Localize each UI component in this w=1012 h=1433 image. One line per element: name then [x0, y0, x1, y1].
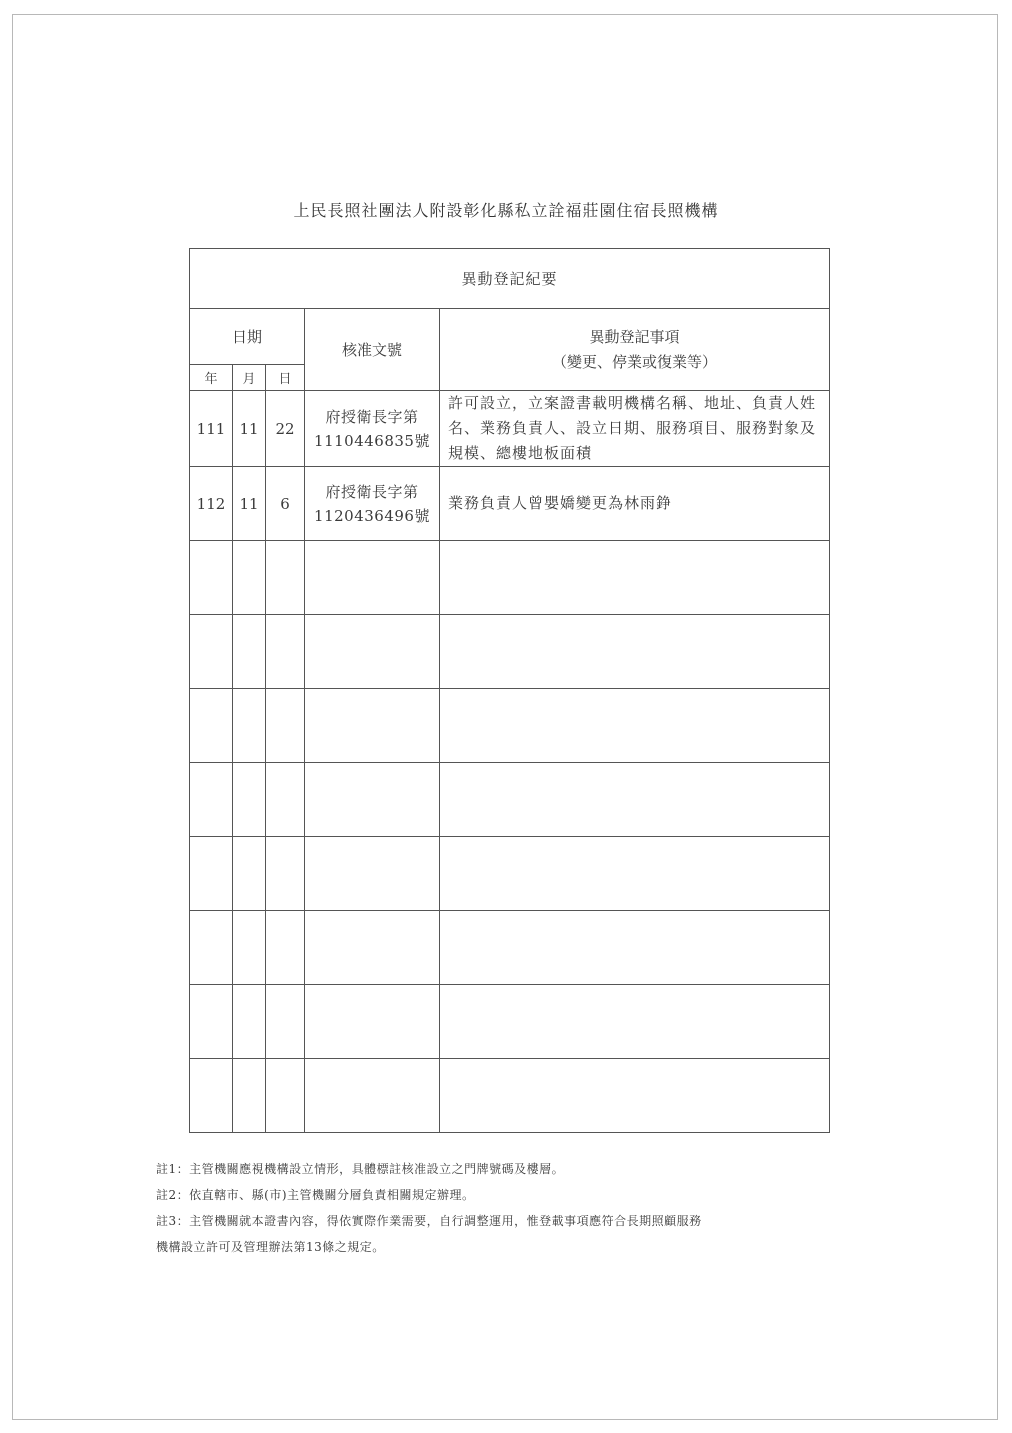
note-1: 註1：主管機關應視機構設立情形，具體標註核准設立之門牌號碼及樓層。	[156, 1162, 565, 1176]
row-day: 6	[266, 467, 305, 541]
row-doc-no	[305, 467, 440, 541]
empty-row	[190, 541, 830, 615]
doc-no-header: 核准文號	[305, 309, 440, 391]
row-doc-no-line2: 1110446835號	[314, 431, 430, 450]
note-3-line1: 註3：主管機關就本證書內容，得依實際作業需要，自行調整運用，惟登載事項應符合長期照顧服務	[156, 1214, 702, 1228]
row-description: 許可設立，立案證書載明機構名稱、地址、負責人姓名、業務負責人、設立日期、服務項目、服務對象及規模、總樓地板面積	[440, 391, 830, 467]
empty-row	[190, 763, 830, 837]
row-doc-no-line2: 1120436496號	[314, 506, 430, 525]
note-3-line2: 機構設立許可及管理辦法第13條之規定。	[156, 1240, 385, 1254]
row-year: 111	[190, 391, 233, 467]
month-header: 月	[233, 365, 266, 391]
empty-row	[190, 911, 830, 985]
note-2: 註2：依直轄市、縣(市)主管機關分層負責相關規定辦理。	[156, 1188, 475, 1202]
day-header: 日	[266, 365, 305, 391]
date-header: 日期	[190, 309, 305, 365]
table-caption: 異動登記紀要	[190, 249, 830, 309]
year-header: 年	[190, 365, 233, 391]
empty-row	[190, 1059, 830, 1133]
table-row	[190, 467, 830, 541]
items-header	[440, 309, 830, 391]
row-doc-no-line1: 府授衛長字第	[325, 407, 419, 426]
row-doc-no-line1: 府授衛長字第	[325, 482, 419, 501]
row-description: 業務負責人曾嬰嬌變更為林雨錚	[440, 467, 830, 541]
items-header-line1: 異動登記事項	[589, 327, 680, 346]
table-row	[190, 391, 830, 467]
items-header-line2: （變更、停業或復業等）	[552, 352, 718, 371]
empty-row	[190, 615, 830, 689]
row-day: 22	[266, 391, 305, 467]
empty-row	[190, 689, 830, 763]
document-title: 上民長照社團法人附設彰化縣私立詮福莊園住宿長照機構	[293, 201, 719, 220]
empty-row	[190, 837, 830, 911]
row-doc-no	[305, 391, 440, 467]
row-month: 11	[233, 391, 266, 467]
row-year: 112	[190, 467, 233, 541]
empty-row	[190, 985, 830, 1059]
change-registration-table	[189, 248, 830, 1133]
row-month: 11	[233, 467, 266, 541]
